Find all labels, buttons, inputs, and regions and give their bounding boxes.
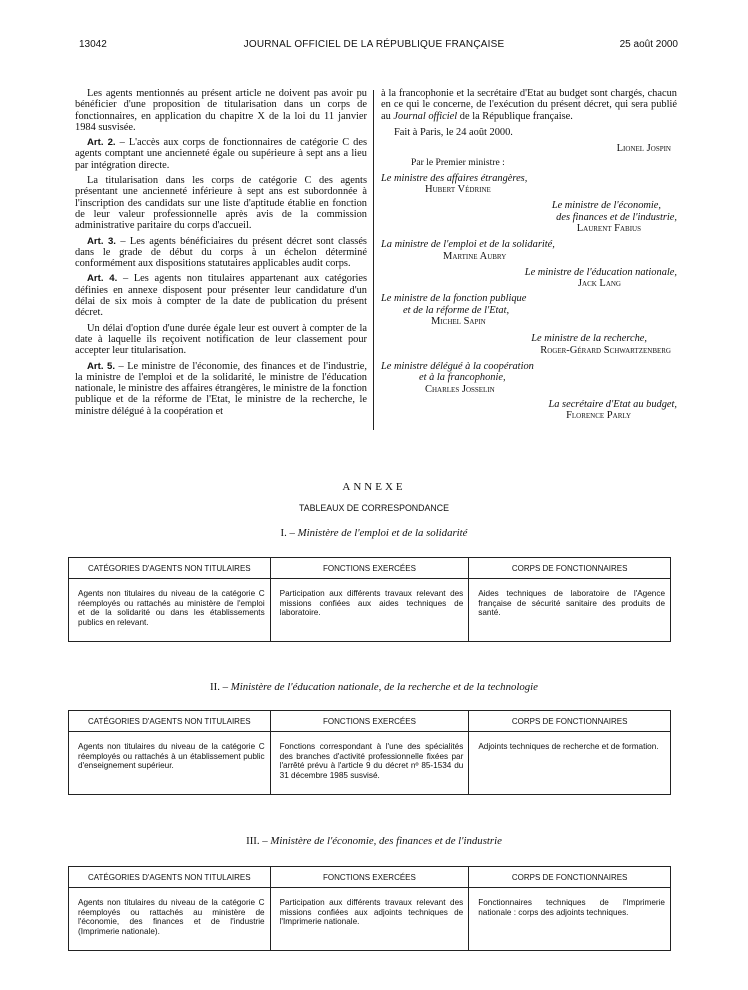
table-cell: Participation aux différents travaux relevant des missions confiées aux aides techniques de laboratoire. xyxy=(270,579,469,642)
article-text: – L'accès aux corps de fonctionnaires de catégorie C des agents comptant une ancienneté égale ou supérieure à sept ans a lieu par intégration directe. xyxy=(75,137,367,171)
column-header: FONCTIONS EXERCÉES xyxy=(270,867,469,888)
article-label: Art. 3. xyxy=(87,235,116,247)
signatory-name: Lionel Jospin xyxy=(616,143,671,155)
page-number: 13042 xyxy=(79,39,107,50)
issue-date: 25 août 2000 xyxy=(619,39,678,50)
signatory-title: Le ministre de la fonction publique xyxy=(381,293,527,305)
signatory-title: La secrétaire d'Etat au budget, xyxy=(548,398,677,410)
signatory-name: Hubert Védrine xyxy=(425,184,491,196)
section-title: Ministère de l'emploi et de la solidarité xyxy=(297,527,468,539)
column-header: CATÉGORIES D'AGENTS NON TITULAIRES xyxy=(69,867,271,888)
annexe-title: ANNEXE xyxy=(342,481,406,493)
signatory-name: Michel Sapin xyxy=(431,316,486,328)
article-label: Art. 5. xyxy=(87,360,116,372)
table-header-row xyxy=(69,867,671,888)
signatory-title: Le ministre des affaires étrangères, xyxy=(381,172,528,184)
table-header-row xyxy=(69,711,671,732)
journal-title: JOURNAL OFFICIEL DE LA RÉPUBLIQUE FRANÇAISE xyxy=(243,39,505,50)
section-title: Ministère de l'éducation nationale, de la recherche et de la technologie xyxy=(230,681,538,693)
section-heading xyxy=(0,681,748,693)
signatory-title: et de la réforme de l'Etat, xyxy=(403,304,510,316)
article-label: Art. 2. xyxy=(87,137,116,149)
table-cell: Aides techniques de laboratoire de l'Agence française de sécurité sanitaire des produits de santé. xyxy=(469,579,671,642)
signatory-title: et à la francophonie, xyxy=(419,372,506,384)
signatory-name: Laurent Fabius xyxy=(576,222,641,234)
signatory-name: Charles Josselin xyxy=(425,383,495,395)
section-number: II. – xyxy=(210,681,229,693)
left-column xyxy=(75,88,367,421)
section-heading xyxy=(0,835,748,847)
article-text: – Le ministre de l'économie, des finances et de l'industrie, la ministre de l'emploi et de la solidarité, le ministre de l'éducation nationale, le ministre des affaires étrangères, le ministre de la fonction publique et de la réforme de l'Etat, le ministre de la recherche, le ministre délégué à la coopération et xyxy=(75,360,367,417)
column-header: FONCTIONS EXERCÉES xyxy=(270,711,469,732)
signatory-name: Florence Parly xyxy=(566,410,631,422)
article-2 xyxy=(75,137,367,171)
table-cell: Fonctions correspondant à l'une des spécialités des branches d'activité professionnelle fixées par l'arrêté prévu à l'article 9 du décret nº 85-1534 du 31 décembre 1985 susvisé. xyxy=(270,732,469,795)
annexe-subtitle: TABLEAUX DE CORRESPONDANCE xyxy=(299,503,449,513)
section-number: III. – xyxy=(246,835,268,847)
signatory-title: des finances et de l'industrie, xyxy=(556,211,677,223)
section-heading xyxy=(0,527,748,539)
table-header-row xyxy=(69,558,671,579)
signature-place-date: Fait à Paris, le 24 août 2000. xyxy=(394,126,513,138)
correspondence-table xyxy=(68,557,671,642)
table-cell: Agents non titulaires du niveau de la catégorie C réemployés ou rattachés à un établissement public d'enseignement supérieur. xyxy=(69,732,271,795)
closing-text-end: de la République française. xyxy=(457,110,573,122)
section-title: Ministère de l'économie, des finances et de l'industrie xyxy=(270,835,502,847)
signatory-title: Le ministre de la recherche, xyxy=(531,333,647,345)
signatory-name: Martine Aubry xyxy=(443,250,507,262)
column-header: CORPS DE FONCTIONNAIRES xyxy=(469,711,671,732)
column-header: CATÉGORIES D'AGENTS NON TITULAIRES xyxy=(69,558,271,579)
signatory-title: La ministre de l'emploi et de la solidarité, xyxy=(381,239,555,251)
article-4 xyxy=(75,273,367,318)
article-label: Art. 4. xyxy=(87,273,118,285)
journal-officiel-ref: Journal officiel xyxy=(393,110,458,122)
table-row xyxy=(69,732,671,795)
signatory-title: Le ministre de l'économie, xyxy=(551,200,661,212)
table-cell: Agents non titulaires du niveau de la catégorie C réemployés ou rattachés au ministère de l'économie, des finances et de l'industrie (Imprimerie nationale). xyxy=(69,888,271,951)
signatory-label: Par le Premier ministre : xyxy=(411,157,505,169)
column-header: FONCTIONS EXERCÉES xyxy=(270,558,469,579)
column-header: CORPS DE FONCTIONNAIRES xyxy=(469,558,671,579)
table-cell: Fonctionnaires techniques de l'Imprimerie nationale : corps des adjoints techniques. xyxy=(469,888,671,951)
table-row xyxy=(69,888,671,951)
article-5 xyxy=(75,361,367,417)
article-text: – Les agents non titulaires appartenant aux catégories définies en annexe disposent pour présenter leur candidature d'un délai de six mois à compter de la date de publication du présent décret. xyxy=(75,273,367,319)
column-header: CORPS DE FONCTIONNAIRES xyxy=(469,867,671,888)
paragraph: La titularisation dans les corps de catégorie C des agents présentant une ancienneté inférieure à sept ans est subordonnée à l'inscription des candidats sur une liste d'aptitude établie en fonction de leur valeur professionnelle après avis de la commission administrative paritaire du corps d'accueil. xyxy=(75,175,367,232)
signatory-title: Le ministre délégué à la coopération xyxy=(381,360,534,372)
signatory-title: Le ministre de l'éducation nationale, xyxy=(524,266,677,278)
column-header: CATÉGORIES D'AGENTS NON TITULAIRES xyxy=(69,711,271,732)
table-row xyxy=(69,579,671,642)
paragraph: Un délai d'option d'une durée égale leur est ouvert à compter de la date à laquelle ils reçoivent notification de leur classement pour accepter leur titularisation. xyxy=(75,322,367,357)
right-column xyxy=(381,88,677,421)
correspondence-table xyxy=(68,710,671,795)
article-3 xyxy=(75,236,367,270)
table-cell: Agents non titulaires du niveau de la catégorie C réemployés ou rattachés au ministère de l'emploi et de la solidarité ou dans les établissements publics en relevant. xyxy=(69,579,271,642)
table-cell: Adjoints techniques de recherche et de formation. xyxy=(469,732,671,795)
section-number: I. – xyxy=(280,527,295,539)
table-cell: Participation aux différents travaux relevant des missions confiées aux adjoints techniques de l'Imprimerie nationale. xyxy=(270,888,469,951)
column-divider xyxy=(373,90,374,430)
correspondence-table xyxy=(68,866,671,951)
paragraph: Les agents mentionnés au présent article ne doivent pas avoir pu bénéficier d'une proposition de titularisation dans un corps de fonctionnaires, en application du chapitre X de la loi du 11 janvier 1984 susvisée. xyxy=(75,88,367,133)
closing-text: à la francophonie et la secrétaire d'Etat au budget sont chargés, chacun en ce qui le concerne, de l'exécution du présent décret, qui sera publié au xyxy=(381,88,677,122)
signatory-name: Roger-Gérard Schwartzenberg xyxy=(540,344,671,356)
signatory-name: Jack Lang xyxy=(577,278,621,290)
closing-paragraph xyxy=(381,88,677,122)
article-text: – Les agents bénéficiaires du présent décret sont classés dans le grade de début du corps à un échelon déterminé conformément aux dispositions statutaires applicables audit corps. xyxy=(75,235,367,270)
